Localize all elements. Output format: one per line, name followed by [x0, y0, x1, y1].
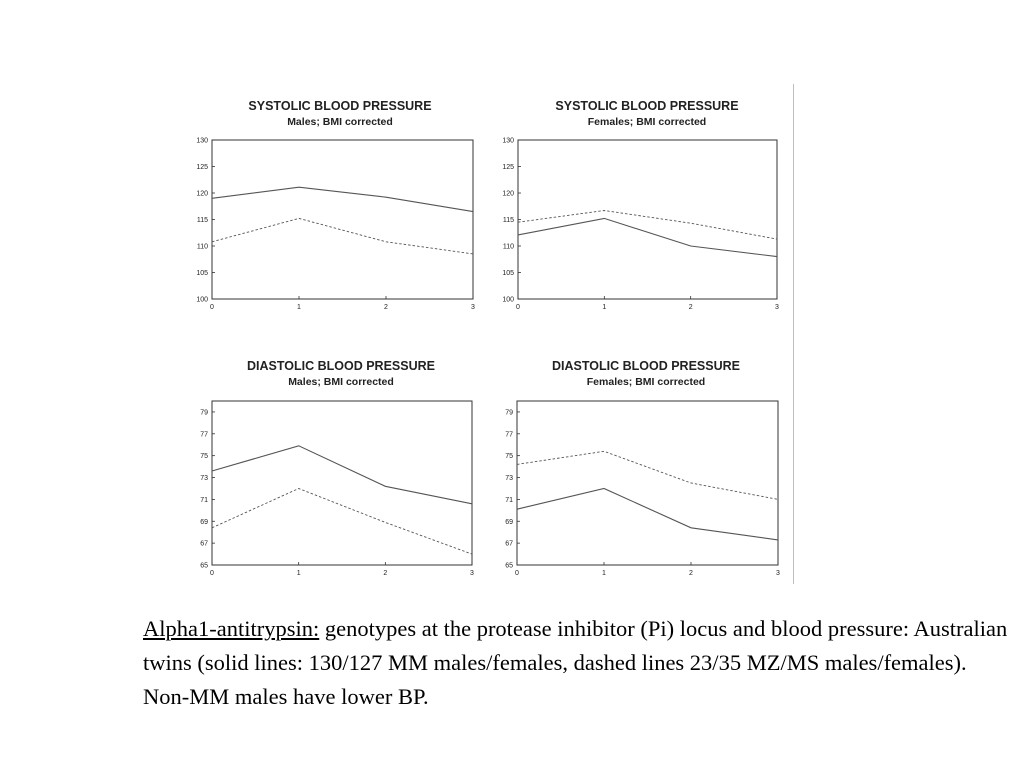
caption-lead: Alpha1-antitrypsin:: [143, 616, 320, 641]
plot-frame: [518, 140, 777, 299]
y-tick-label: 105: [196, 270, 208, 277]
chart-title: SYSTOLIC BLOOD PRESSURE: [555, 99, 739, 113]
y-tick-label: 125: [196, 164, 208, 171]
series-line-solid: [517, 489, 778, 540]
chart-title: SYSTOLIC BLOOD PRESSURE: [248, 99, 432, 113]
figure-caption: [143, 612, 1013, 714]
y-tick-label: 120: [196, 190, 208, 198]
y-tick-label: 67: [505, 540, 513, 548]
series-line-dashed: [212, 218, 473, 254]
plot-frame: [212, 140, 473, 299]
y-tick-label: 65: [200, 562, 208, 570]
x-tick-label: 1: [296, 570, 301, 577]
y-tick-label: 79: [200, 409, 208, 417]
y-tick-label: 75: [505, 453, 513, 461]
x-tick-label: 3: [775, 304, 779, 311]
x-tick-label: 1: [297, 304, 301, 311]
series-line-solid: [212, 187, 473, 211]
chart-panel-2: [502, 99, 779, 311]
x-tick-label: 2: [383, 570, 388, 577]
x-tick-label: 1: [602, 570, 606, 577]
y-tick-label: 110: [502, 243, 514, 251]
y-tick-label: 79: [505, 409, 513, 417]
chart-panel-4: [505, 359, 780, 577]
y-tick-label: 120: [502, 190, 514, 198]
y-tick-label: 69: [505, 518, 513, 526]
y-tick-label: 115: [502, 217, 514, 224]
x-tick-label: 2: [689, 570, 693, 577]
y-tick-label: 71: [505, 496, 513, 504]
y-tick-label: 125: [502, 164, 514, 171]
x-tick-label: 2: [384, 304, 388, 311]
x-tick-label: 3: [776, 570, 780, 577]
series-line-solid: [212, 446, 472, 504]
x-tick-label: 3: [471, 304, 475, 311]
y-tick-label: 67: [200, 540, 208, 548]
y-tick-label: 130: [196, 137, 208, 145]
y-tick-label: 73: [505, 475, 513, 483]
y-tick-label: 130: [502, 137, 514, 145]
y-tick-label: 75: [200, 453, 208, 461]
chart-subtitle: Males; BMI corrected: [288, 376, 394, 388]
chart-panel-3: [200, 359, 474, 577]
y-tick-label: 115: [196, 217, 208, 224]
chart-subtitle: Females; BMI corrected: [587, 116, 707, 128]
y-tick-label: 71: [200, 496, 208, 504]
y-tick-label: 65: [505, 562, 513, 570]
chart-panel-1: [196, 99, 475, 311]
plot-frame: [212, 401, 472, 565]
series-line-solid: [518, 218, 777, 256]
series-line-dashed: [517, 451, 778, 499]
x-tick-label: 0: [210, 304, 214, 311]
chart-subtitle: Females; BMI corrected: [586, 376, 706, 388]
y-tick-label: 73: [200, 475, 208, 483]
x-tick-label: 2: [688, 304, 693, 311]
y-tick-label: 77: [200, 431, 208, 439]
y-tick-label: 100: [196, 296, 208, 304]
x-tick-label: 0: [210, 570, 214, 577]
y-tick-label: 110: [196, 243, 208, 251]
chart-subtitle: Males; BMI corrected: [287, 116, 393, 128]
chart-title: DIASTOLIC BLOOD PRESSURE: [247, 359, 435, 373]
y-tick-label: 77: [505, 431, 513, 439]
y-tick-label: 105: [502, 270, 514, 277]
plot-frame: [517, 401, 778, 565]
x-tick-label: 3: [470, 570, 474, 577]
chart-title: DIASTOLIC BLOOD PRESSURE: [552, 359, 740, 373]
series-line-dashed: [212, 489, 472, 555]
x-tick-label: 0: [515, 570, 519, 577]
y-tick-label: 100: [502, 296, 514, 304]
x-tick-label: 0: [516, 304, 520, 311]
caption-text: genotypes at the protease inhibitor (Pi) locus and blood pressure: Australian twins (solid lines: 130/127 MM males/females, dashed lines 23/35 MZ/MS males/females). Non-MM males have lower BP.: [143, 616, 1008, 709]
x-tick-label: 1: [602, 304, 607, 311]
panel-divider: [793, 84, 794, 584]
series-line-dashed: [518, 211, 777, 240]
y-tick-label: 69: [200, 518, 208, 526]
